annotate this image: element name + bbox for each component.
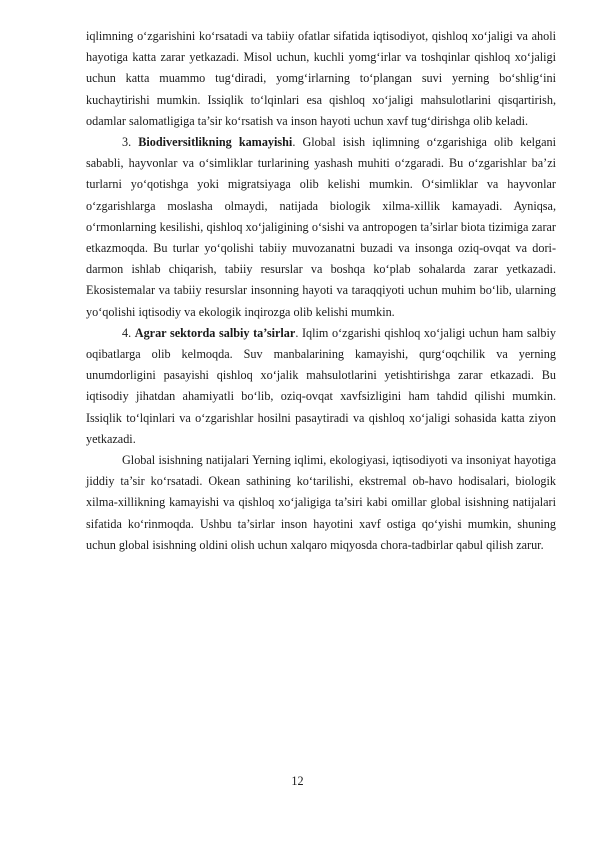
section-heading: Biodiversitlikning kamayishi	[138, 135, 293, 150]
paragraph-continuation	[86, 26, 556, 132]
section-heading: Agrar sektorda salbiy ta’sirlar	[134, 325, 296, 340]
paragraph-text: Global isishning natijalari Yerning iqlimi, ekologiyasi, iqtisodiyoti va insoniyat hayotiga jiddiy ta’sir ko‘rsatadi. Okean sathining ko‘tarilishi, ekstremal ob-havo hodisalari, biologik xilma-xillikning kamayishi va qishloq xo‘jaligiga ta’siri kabi omillar global isishning natijalari sifatida ko‘rinmoqda. Ushbu ta’sirlar inson hayotini xavf ostiga qo‘yishi mumkin, shuning uchun global isishning oldini olish uchun xalqaro miqyosda chora-tadbirlar qabul qilish zarur.	[86, 453, 556, 552]
paragraph-text: . Global isish iqlimning o‘zgarishiga olib kelgani sababli, hayvonlar va o‘simliklar turlarining yashash muhiti o‘zgaradi. Bu o‘zgarishlar ba’zi turlarni yo‘qotishga yoki migratsiyaga olib kelishi mumkin. O‘simliklar va hayvonlar o‘zgarishlarga moslasha olmaydi, natijada biologik xilma-xillik kamayadi. Ayniqsa, o‘rmonlarning kesilishi, qishloq xo‘jaligining o‘sishi va antropogen ta’sirlar biota tizimiga zarar etkazmoqda. Bu turlar yo‘qolishi tabiiy muvozanatni buzadi va insonga oziq-ovqat va dori-darmon ishlab chiqarish, tabiiy resurslar va boshqa ko‘plab sohalarda zarar yetkazadi. Ekosistemalar va tabiiy resurslar insonning hayoti va taraqqiyoti uchun muhim bo‘lib, ularning yo‘qolishi iqtisodiy va ekologik inqirozga olib kelishi mumkin.	[86, 135, 556, 319]
paragraph-conclusion	[86, 450, 556, 556]
paragraph-biodiversity	[86, 132, 556, 323]
list-number: 4.	[122, 325, 132, 340]
paragraph-agrarian	[86, 323, 556, 450]
document-page	[86, 26, 556, 556]
paragraph-text: . Iqlim o‘zgarishi qishloq xo‘jaligi uchun ham salbiy oqibatlarga olib kelmoqda. Suv manbalarining kamayishi, qurg‘oqchilik va yerning unumdorligini pasayishi qishloq xo‘jalik mahsulotlarini yetishtirishga zarar etkazadi. Bu iqtisodiy jihatdan ahamiyatli bo‘lib, oziq-ovqat xavfsizligini ham tahdid qilishi mumkin. Issiqlik to‘lqinlari va o‘zgarishlar hosilni pasaytiradi va qishloq xo‘jaligi sohasida katta ziyon yetkazadi.	[86, 325, 557, 446]
list-number: 3.	[122, 135, 132, 150]
page-number: 12	[291, 774, 304, 788]
paragraph-text: iqlimning o‘zgarishini ko‘rsatadi va tabiiy ofatlar sifatida iqtisodiyot, qishloq xo‘jaligi va aholi hayotiga katta zarar yetkazadi. Misol uchun, kuchli yomg‘irlar va toshqinlar qishloq xo‘jaligi uchun katta muammo tug‘diradi, yomg‘irlarning to‘plangan suvi yerning bo‘shlig‘ini kuchaytirishi mumkin. Issiqlik to‘lqinlari esa qishloq xo‘jaligi mahsulotlarini qisqartirish, odamlar salomatligiga ta’sir ko‘rsatish va inson hayoti uchun xavf tug‘dirishga olib keladi.	[86, 29, 556, 128]
